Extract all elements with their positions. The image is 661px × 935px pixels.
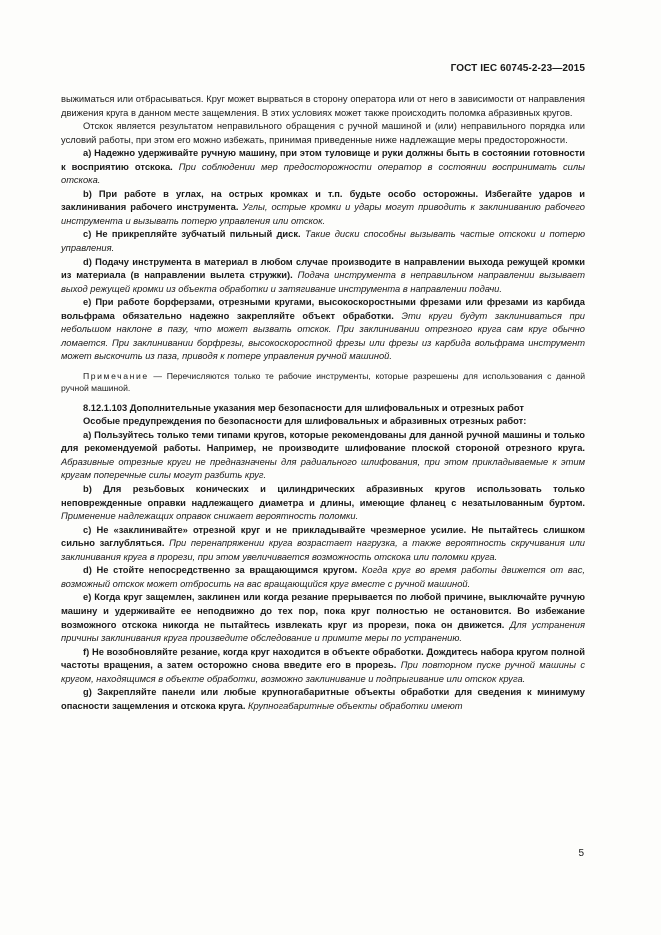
list-item-b bbox=[61, 483, 585, 524]
item-bold-text: b) При работе в углах, на острых кромках и т.п. будьте особо осторожны. Избегайте ударов и заклинивания рабочего инструмента. bbox=[61, 188, 585, 213]
list-item-e bbox=[61, 296, 585, 364]
item-bold-text: f) Не возобновляйте резание, когда круг находится в объекте обработки. Дождитесь набора кругом полной частоты вращения, а затем осторожно снова введите его в прорезь. bbox=[61, 646, 585, 671]
item-bold-text: a) Пользуйтесь только теми типами кругов, которые рекомендованы для данной ручной машины и только для рекомендуемой работы. Например, не производите шлифование плоской стороной отрезного круга. bbox=[61, 429, 585, 454]
paragraph: Отскок является результатом неправильного обращения с ручной машиной и (или) неправильного порядка или условий работы, при этом его можно избежать, принимая приведенные ниже надлежащие меры предосторожности. bbox=[61, 121, 585, 145]
item-italic-text: Эти круги будут заклиниваться при небольшом наклоне в пазу, что может вызвать отскок. При заклинивании отрезного круга сам круг обычно ломается. При заклинивании борфрезы, высокоскоростной фрезы или фрезы из карбида вольфрама инструмент может выскочить из паза, приводя к потере управления ручной машиной. bbox=[61, 310, 585, 362]
list-item-c bbox=[61, 524, 585, 565]
list-item-b bbox=[61, 188, 585, 229]
item-bold-text: d) Подачу инструмента в материал в любом случае производите в направлении выхода режущей кромки из материала (в направлении вылета стружки). bbox=[61, 256, 585, 281]
note-label: Примечание bbox=[83, 370, 149, 381]
item-italic-text: Когда круг во время работы движется от вас, возможный отскок может отбросить на вас вращающийся круг вместе с ручной машиной. bbox=[61, 565, 585, 589]
item-italic-text: Такие диски способны вызывать частые отскоки и потерю управления. bbox=[61, 229, 585, 254]
item-italic-text: Абразивные отрезные круги не предназначены для радиального шлифования, при этом прикладываемые к этим кругам поперечные силы могут разбить круг. bbox=[61, 456, 585, 481]
item-italic-text: При повторном пуске ручной машины с кругом, находящимся в объекте обработки, возможно заклинивание и подпрыгивание или отскок круга. bbox=[61, 660, 585, 684]
section-subtitle: Особые предупреждения по безопасности для шлифовальных и абразивных отрезных работ: bbox=[83, 416, 527, 427]
list-item-f bbox=[61, 646, 585, 687]
list-item-c bbox=[61, 228, 585, 255]
document-body bbox=[61, 93, 585, 713]
item-bold-text: a) Надежно удерживайте ручную машину, при этом туловище и руки должны быть в состоянии готовности к восприятию отскока. bbox=[61, 148, 585, 172]
page-number: 5 bbox=[578, 848, 584, 859]
item-italic-text: Крупногабаритные объекты обработки имеют bbox=[245, 700, 463, 711]
item-bold-text: g) Закрепляйте панели или любые крупногабаритные объекты обработки для сведения к минимуму опасности защемления и отскока круга. bbox=[61, 687, 585, 711]
item-italic-text: Углы, острые кромки и удары могут приводить к заклиниванию рабочего инструмента и вызывать потерю управления или отскок. bbox=[61, 202, 585, 226]
list-item-a bbox=[61, 429, 585, 483]
item-bold-text: c) Не прикрепляйте зубчатый пильный диск. bbox=[83, 229, 301, 240]
item-bold-text: b) Для резьбовых конических и цилиндрических абразивных кругов использовать только неповрежденные оправки надлежащего диаметра и длины, имеющие фланец с незатылованным буртом. bbox=[61, 484, 585, 508]
item-bold-text: d) Не стойте непосредственно за вращающимся кругом. bbox=[83, 565, 358, 576]
list-item-a bbox=[61, 147, 585, 188]
item-bold-text: e) Когда круг защемлен, заклинен или когда резание прерывается по любой причине, выключайте ручную машину и удерживайте ее неподвижно до тех пор, пока круг полностью не остановится. Во избежание возможного отскока никогда не пытайтесь извлекать круг из прорези, пока он движется. bbox=[61, 592, 585, 630]
item-italic-text: Для устранения причины заклинивания круга произведите обследование и примите меры по устранению. bbox=[61, 619, 585, 644]
item-italic-text: При перенапряжении круга возрастает нагрузка, а также вероятность скручивания или заклинивания круга в прорези, при этом увеличивается возможность отскока или поломки круга. bbox=[61, 538, 585, 562]
paragraph: выжиматься или отбрасываться. Круг может вырваться в сторону оператора или от него в зависимости от направления движения круга в данном месте защемления. В этих условиях может также происходить поломка абразивных кругов. bbox=[61, 94, 585, 118]
list-item-e bbox=[61, 591, 585, 645]
item-italic-text: При соблюдении мер предосторожности оператор в состоянии воспринимать силы отскока. bbox=[61, 161, 585, 186]
section-title: 8.12.1.103 Дополнительные указания мер безопасности для шлифовальных и отрезных работ bbox=[83, 402, 524, 413]
item-bold-text: c) Не «заклинивайте» отрезной круг и не прикладывайте чрезмерное усилие. Не пытайтесь слишком сильно заглубляться. bbox=[61, 524, 585, 549]
standard-header: ГОСТ IEC 60745-2-23—2015 bbox=[450, 63, 585, 74]
list-item-g bbox=[61, 686, 585, 713]
list-item-d bbox=[61, 564, 585, 591]
note bbox=[61, 370, 585, 395]
list-item-d bbox=[61, 256, 585, 297]
item-italic-text: Применение надлежащих оправок снижает вероятность поломки. bbox=[61, 511, 359, 522]
item-bold-text: e) При работе борферзами, отрезными кругами, высокоскоростными фрезами или фрезами из карбида вольфрама обязательно надежно закрепляйте объект обработки. bbox=[61, 297, 585, 321]
note-text: — Перечисляются только те рабочие инструменты, которые разрешены для использования с данной ручной машиной. bbox=[61, 370, 585, 394]
item-italic-text: Подача инструмента в неправильном направлении вызывает выход режущей кромки из объекта обработки и затягивание инструмента в направлении подачи. bbox=[61, 270, 585, 294]
